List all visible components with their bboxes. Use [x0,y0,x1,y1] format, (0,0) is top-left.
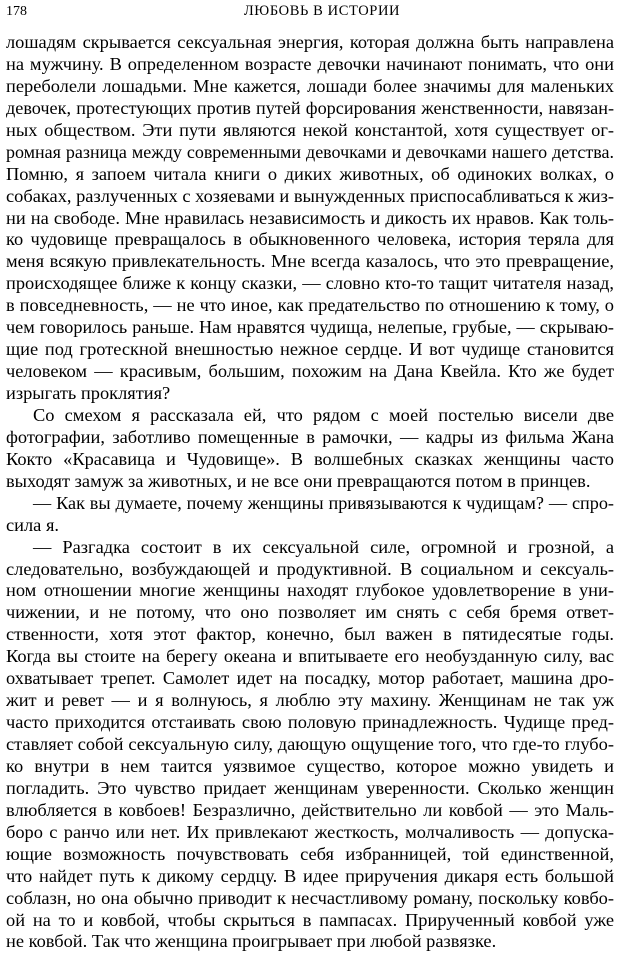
text-line: Когда вы стоите на берегу океана и впитываете его необузданную силу, вас [6,646,614,667]
text-line: изрыгать проклятия? [6,383,171,403]
text-line: на мужчину. В определенном возрасте девочки начинают понимать, что они [6,53,614,74]
text-line: щие под гротескной внешностью нежное сердце. И вот чудище становится [6,339,614,360]
text-line: соблазн, но она обычно приводит к несчастливому роману, поскольку ковбо- [6,887,614,908]
text-line: влюбляется в ковбоев! Безразлично, действительно ли ковбой — это Маль- [6,799,614,820]
text-line: следовательно, возбуждающей и продуктивной. В социальном и сексуаль- [6,558,614,579]
text-line: человеком — красивым, большим, похожим на Дана Квейла. Кто же будет [6,361,614,382]
text-line: Кокто «Красавица и Чудовище». В волшебных сказках женщины часто [6,448,614,469]
running-head: ЛЮБОВЬ В ИСТОРИИ [243,3,401,19]
text-line: ставляет собой сексуальную силу, дающую ощущение того, что где-то глубо- [6,734,614,754]
text-line: меня всякую привлекательность. Мне всегда казалось, что это превращение, [6,251,614,272]
text-line: боро с ранчо или нет. Их привлекают жесткость, молчаливость — допуска- [6,821,614,842]
page-number: 178 [6,4,27,19]
text-line: погладить. Это чувство придает женщинам уверенности. Сколько женщин [6,777,614,798]
text-line: фотографии, заботливо помещенные в рамочки, — кадры из фильма Жана [6,426,614,447]
text-line: ко внутри в нем таится уязвимое существо, которое можно увидеть и [6,755,614,776]
text-line: — Как вы думаете, почему женщины привязываются к чудищам? — спро- [33,492,614,513]
text-line: ющие возможность почувствовать себя избранницей, той единственной, [6,843,614,864]
text-line: ромная разница между современными девочками и девочками нашего детства. [6,141,614,162]
text-line: чем говорилось раньше. Нам нравятся чудища, нелепые, грубые, — скрываю- [6,317,614,338]
text-line: собаках, разлученных с хозяевами и вынужденных приспосабливаться к жиз- [6,185,614,206]
page-header [6,1,618,23]
text-line: ко чудовище превращалось в обыкновенного человека, история теряла для [6,229,614,250]
text-line: ственности, хотя этот фактор, конечно, был важен в пятидесятые годы. [6,624,614,645]
text-line: чижении, и не потому, что оно позволяет им снять с себя бремя ответ- [6,602,614,623]
text-line: ных обществом. Эти пути являются некой константой, хотя существует ог- [6,119,614,140]
text-line: часто приходится отстаивать свою половую принадлежность. Чудище пред- [6,712,614,733]
text-line: девочек, протестующих против путей форсирования женственности, навязан- [6,97,614,118]
text-line: выходят замуж за животных, и не все они превращаются потом в принцев. [6,470,591,491]
text-line: лошадям скрывается сексуальная энергия, которая должна быть направлена [6,32,614,52]
text-line: в повседневность, — не что иное, как предательство по отношению к тому, о [6,295,614,316]
text-line: ой на то и ковбой, чтобы скрыться в пампасах. Прирученный ковбой уже [6,909,614,930]
text-line: переболели лошадьми. Мне кажется, лошади более значимы для маленьких [6,75,614,96]
text-line: что найдет путь к дикому сердцу. В идее приручения дикаря есть большой [6,865,614,886]
text-line: не ковбой. Так что женщина проигрывает при любой развязке. [6,931,497,952]
text-line: Со смехом я рассказала ей, что рядом с моей постелью висели две [33,404,614,425]
text-line: охватывает трепет. Самолет идет на посадку, мотор работает, машина дро- [6,668,614,689]
text-line: происходящее ближе к концу сказки, — словно кто-то тащит читателя назад, [6,273,614,294]
text-line: жит и ревет — и я волнуюсь, я люблю эту махину. Женщинам не так уж [6,690,614,711]
text-line: ни на свободе. Мне нравилась независимость и дикость их нравов. Как толь- [6,207,614,228]
text-line: — Разгадка состоит в их сексуальной силе, огромной и грозной, а [33,536,614,557]
text-line: сила я. [6,514,59,535]
text-line: ном отношении многие женщины находят глубокое удовлетворение в уни- [6,580,614,601]
text-line: Помню, я запоем читала книги о диких животных, об одиноких волках, о [6,163,614,184]
body-text [6,32,614,953]
